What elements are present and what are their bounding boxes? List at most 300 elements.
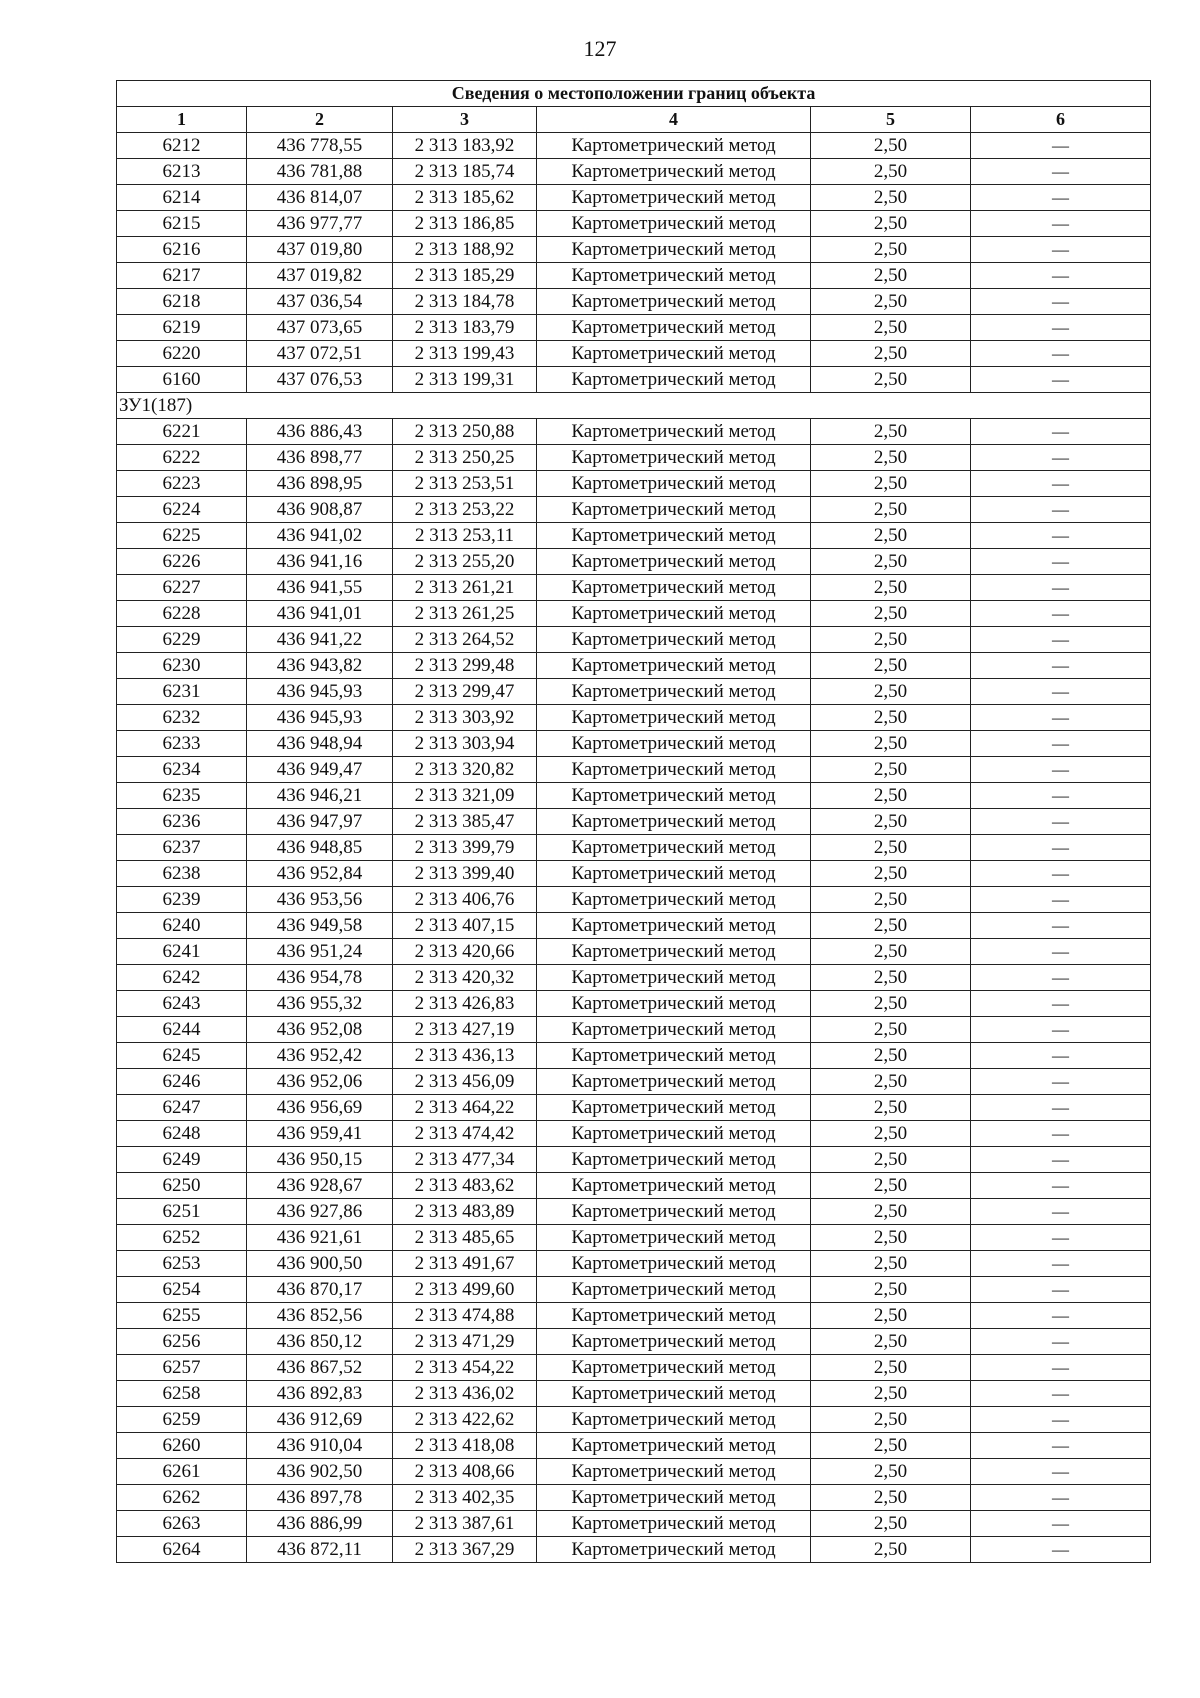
point-number-cell: 6235 (117, 783, 247, 809)
method-cell: Картометрический метод (537, 185, 811, 211)
description-cell: — (971, 1277, 1151, 1303)
table-row (117, 1511, 1151, 1537)
coordinate-x-cell: 436 950,15 (247, 1147, 393, 1173)
table-row (117, 575, 1151, 601)
coordinate-x-cell: 436 921,61 (247, 1225, 393, 1251)
column-header: 1 (117, 107, 247, 133)
coordinate-x-cell: 436 941,55 (247, 575, 393, 601)
coordinate-y-cell: 2 313 303,94 (393, 731, 537, 757)
table-title-row (117, 81, 1151, 107)
table-row (117, 237, 1151, 263)
table-row (117, 731, 1151, 757)
description-cell: — (971, 133, 1151, 159)
coordinate-x-cell: 436 870,17 (247, 1277, 393, 1303)
group-row (117, 393, 1151, 419)
point-number-cell: 6216 (117, 237, 247, 263)
accuracy-cell: 2,50 (811, 1511, 971, 1537)
accuracy-cell: 2,50 (811, 315, 971, 341)
accuracy-cell: 2,50 (811, 1329, 971, 1355)
method-cell: Картометрический метод (537, 1121, 811, 1147)
method-cell: Картометрический метод (537, 965, 811, 991)
coordinate-x-cell: 436 949,58 (247, 913, 393, 939)
description-cell: — (971, 1225, 1151, 1251)
table-row (117, 1251, 1151, 1277)
method-cell: Картометрический метод (537, 991, 811, 1017)
point-number-cell: 6214 (117, 185, 247, 211)
table-row (117, 1225, 1151, 1251)
point-number-cell: 6219 (117, 315, 247, 341)
accuracy-cell: 2,50 (811, 185, 971, 211)
coordinate-y-cell: 2 313 250,88 (393, 419, 537, 445)
table-row (117, 549, 1151, 575)
coordinate-x-cell: 436 892,83 (247, 1381, 393, 1407)
description-cell: — (971, 289, 1151, 315)
coordinate-y-cell: 2 313 250,25 (393, 445, 537, 471)
point-number-cell: 6258 (117, 1381, 247, 1407)
method-cell: Картометрический метод (537, 1303, 811, 1329)
point-number-cell: 6260 (117, 1433, 247, 1459)
table-row (117, 497, 1151, 523)
point-number-cell: 6217 (117, 263, 247, 289)
coordinate-x-cell: 436 850,12 (247, 1329, 393, 1355)
table-row (117, 679, 1151, 705)
accuracy-cell: 2,50 (811, 887, 971, 913)
coordinate-y-cell: 2 313 188,92 (393, 237, 537, 263)
point-number-cell: 6255 (117, 1303, 247, 1329)
coordinate-x-cell: 436 910,04 (247, 1433, 393, 1459)
table-row (117, 1121, 1151, 1147)
point-number-cell: 6212 (117, 133, 247, 159)
table-row (117, 783, 1151, 809)
table-row (117, 419, 1151, 445)
description-cell: — (971, 731, 1151, 757)
table-row (117, 471, 1151, 497)
description-cell: — (971, 991, 1151, 1017)
description-cell: — (971, 1407, 1151, 1433)
point-number-cell: 6227 (117, 575, 247, 601)
accuracy-cell: 2,50 (811, 1433, 971, 1459)
table-row (117, 887, 1151, 913)
method-cell: Картометрический метод (537, 471, 811, 497)
method-cell: Картометрический метод (537, 705, 811, 731)
description-cell: — (971, 835, 1151, 861)
coordinate-x-cell: 436 912,69 (247, 1407, 393, 1433)
coordinate-y-cell: 2 313 253,11 (393, 523, 537, 549)
accuracy-cell: 2,50 (811, 861, 971, 887)
method-cell: Картометрический метод (537, 939, 811, 965)
description-cell: — (971, 1173, 1151, 1199)
table-row (117, 913, 1151, 939)
coordinate-x-cell: 436 941,01 (247, 601, 393, 627)
description-cell: — (971, 965, 1151, 991)
method-cell: Картометрический метод (537, 367, 811, 393)
coordinate-y-cell: 2 313 387,61 (393, 1511, 537, 1537)
coordinate-y-cell: 2 313 499,60 (393, 1277, 537, 1303)
method-cell: Картометрический метод (537, 1407, 811, 1433)
table-title: Сведения о местоположении границ объекта (117, 81, 1151, 107)
coordinate-y-cell: 2 313 186,85 (393, 211, 537, 237)
point-number-cell: 6236 (117, 809, 247, 835)
method-cell: Картометрический метод (537, 1329, 811, 1355)
accuracy-cell: 2,50 (811, 1303, 971, 1329)
coordinate-y-cell: 2 313 183,79 (393, 315, 537, 341)
point-number-cell: 6231 (117, 679, 247, 705)
column-header-row (117, 107, 1151, 133)
accuracy-cell: 2,50 (811, 1095, 971, 1121)
accuracy-cell: 2,50 (811, 1381, 971, 1407)
coordinate-x-cell: 436 897,78 (247, 1485, 393, 1511)
description-cell: — (971, 783, 1151, 809)
point-number-cell: 6213 (117, 159, 247, 185)
accuracy-cell: 2,50 (811, 965, 971, 991)
point-number-cell: 6261 (117, 1459, 247, 1485)
coordinate-x-cell: 436 941,16 (247, 549, 393, 575)
accuracy-cell: 2,50 (811, 1537, 971, 1563)
method-cell: Картометрический метод (537, 679, 811, 705)
table-row (117, 289, 1151, 315)
table-row (117, 991, 1151, 1017)
description-cell: — (971, 1043, 1151, 1069)
coordinate-y-cell: 2 313 264,52 (393, 627, 537, 653)
point-number-cell: 6250 (117, 1173, 247, 1199)
table-row (117, 315, 1151, 341)
table-row (117, 1069, 1151, 1095)
description-cell: — (971, 575, 1151, 601)
coordinate-y-cell: 2 313 399,40 (393, 861, 537, 887)
description-cell: — (971, 523, 1151, 549)
coordinate-x-cell: 436 927,86 (247, 1199, 393, 1225)
method-cell: Картометрический метод (537, 1199, 811, 1225)
table-row (117, 1303, 1151, 1329)
coordinate-y-cell: 2 313 420,32 (393, 965, 537, 991)
method-cell: Картометрический метод (537, 1017, 811, 1043)
coordinate-y-cell: 2 313 385,47 (393, 809, 537, 835)
point-number-cell: 6259 (117, 1407, 247, 1433)
coordinate-y-cell: 2 313 303,92 (393, 705, 537, 731)
method-cell: Картометрический метод (537, 237, 811, 263)
table-row (117, 159, 1151, 185)
method-cell: Картометрический метод (537, 341, 811, 367)
point-number-cell: 6251 (117, 1199, 247, 1225)
point-number-cell: 6222 (117, 445, 247, 471)
accuracy-cell: 2,50 (811, 523, 971, 549)
method-cell: Картометрический метод (537, 1537, 811, 1563)
accuracy-cell: 2,50 (811, 419, 971, 445)
description-cell: — (971, 419, 1151, 445)
coordinate-y-cell: 2 313 408,66 (393, 1459, 537, 1485)
column-header: 6 (971, 107, 1151, 133)
accuracy-cell: 2,50 (811, 939, 971, 965)
table-row (117, 523, 1151, 549)
coordinate-y-cell: 2 313 367,29 (393, 1537, 537, 1563)
coordinate-x-cell: 436 852,56 (247, 1303, 393, 1329)
method-cell: Картометрический метод (537, 1095, 811, 1121)
description-cell: — (971, 653, 1151, 679)
coordinate-y-cell: 2 313 483,62 (393, 1173, 537, 1199)
coordinate-y-cell: 2 313 477,34 (393, 1147, 537, 1173)
table-row (117, 1199, 1151, 1225)
coordinate-x-cell: 436 951,24 (247, 939, 393, 965)
coordinate-y-cell: 2 313 199,43 (393, 341, 537, 367)
column-header: 3 (393, 107, 537, 133)
table-row (117, 1017, 1151, 1043)
point-number-cell: 6249 (117, 1147, 247, 1173)
method-cell: Картометрический метод (537, 263, 811, 289)
method-cell: Картометрический метод (537, 1173, 811, 1199)
coordinate-y-cell: 2 313 427,19 (393, 1017, 537, 1043)
coordinate-x-cell: 436 781,88 (247, 159, 393, 185)
point-number-cell: 6215 (117, 211, 247, 237)
coordinate-y-cell: 2 313 436,02 (393, 1381, 537, 1407)
accuracy-cell: 2,50 (811, 289, 971, 315)
accuracy-cell: 2,50 (811, 211, 971, 237)
coordinate-x-cell: 437 019,80 (247, 237, 393, 263)
coordinate-y-cell: 2 313 474,42 (393, 1121, 537, 1147)
coordinate-y-cell: 2 313 185,29 (393, 263, 537, 289)
table-row (117, 939, 1151, 965)
coordinate-x-cell: 436 946,21 (247, 783, 393, 809)
description-cell: — (971, 1433, 1151, 1459)
table-row (117, 1147, 1151, 1173)
table-row (117, 705, 1151, 731)
method-cell: Картометрический метод (537, 133, 811, 159)
table-row (117, 809, 1151, 835)
accuracy-cell: 2,50 (811, 549, 971, 575)
table-row (117, 653, 1151, 679)
point-number-cell: 6228 (117, 601, 247, 627)
table-row (117, 1407, 1151, 1433)
description-cell: — (971, 185, 1151, 211)
point-number-cell: 6230 (117, 653, 247, 679)
coordinate-x-cell: 436 948,94 (247, 731, 393, 757)
accuracy-cell: 2,50 (811, 237, 971, 263)
description-cell: — (971, 757, 1151, 783)
accuracy-cell: 2,50 (811, 367, 971, 393)
point-number-cell: 6237 (117, 835, 247, 861)
coordinate-y-cell: 2 313 253,22 (393, 497, 537, 523)
method-cell: Картометрический метод (537, 575, 811, 601)
description-cell: — (971, 1355, 1151, 1381)
coordinate-x-cell: 436 945,93 (247, 705, 393, 731)
accuracy-cell: 2,50 (811, 783, 971, 809)
table-row (117, 1433, 1151, 1459)
table-row (117, 211, 1151, 237)
point-number-cell: 6256 (117, 1329, 247, 1355)
table-row (117, 367, 1151, 393)
accuracy-cell: 2,50 (811, 1017, 971, 1043)
table-row (117, 185, 1151, 211)
coordinate-y-cell: 2 313 399,79 (393, 835, 537, 861)
coordinate-x-cell: 436 886,99 (247, 1511, 393, 1537)
coordinate-x-cell: 437 072,51 (247, 341, 393, 367)
method-cell: Картометрический метод (537, 1485, 811, 1511)
method-cell: Картометрический метод (537, 1043, 811, 1069)
description-cell: — (971, 887, 1151, 913)
accuracy-cell: 2,50 (811, 575, 971, 601)
coordinate-x-cell: 436 952,08 (247, 1017, 393, 1043)
accuracy-cell: 2,50 (811, 1251, 971, 1277)
table-row (117, 341, 1151, 367)
accuracy-cell: 2,50 (811, 913, 971, 939)
table-row (117, 1355, 1151, 1381)
point-number-cell: 6233 (117, 731, 247, 757)
description-cell: — (971, 549, 1151, 575)
accuracy-cell: 2,50 (811, 133, 971, 159)
coordinate-y-cell: 2 313 402,35 (393, 1485, 537, 1511)
description-cell: — (971, 679, 1151, 705)
accuracy-cell: 2,50 (811, 1355, 971, 1381)
method-cell: Картометрический метод (537, 1511, 811, 1537)
table-row (117, 1537, 1151, 1563)
description-cell: — (971, 263, 1151, 289)
accuracy-cell: 2,50 (811, 471, 971, 497)
point-number-cell: 6263 (117, 1511, 247, 1537)
description-cell: — (971, 601, 1151, 627)
point-number-cell: 6220 (117, 341, 247, 367)
coordinate-x-cell: 436 941,22 (247, 627, 393, 653)
accuracy-cell: 2,50 (811, 341, 971, 367)
coordinate-y-cell: 2 313 321,09 (393, 783, 537, 809)
table-row (117, 861, 1151, 887)
table-row (117, 965, 1151, 991)
coordinate-x-cell: 436 778,55 (247, 133, 393, 159)
point-number-cell: 6246 (117, 1069, 247, 1095)
column-header: 5 (811, 107, 971, 133)
coordinate-x-cell: 436 928,67 (247, 1173, 393, 1199)
coordinate-x-cell: 436 952,84 (247, 861, 393, 887)
accuracy-cell: 2,50 (811, 731, 971, 757)
coordinate-x-cell: 437 076,53 (247, 367, 393, 393)
description-cell: — (971, 159, 1151, 185)
coordinate-x-cell: 436 959,41 (247, 1121, 393, 1147)
coordinate-y-cell: 2 313 422,62 (393, 1407, 537, 1433)
description-cell: — (971, 1459, 1151, 1485)
method-cell: Картометрический метод (537, 289, 811, 315)
coordinate-y-cell: 2 313 255,20 (393, 549, 537, 575)
coordinate-y-cell: 2 313 406,76 (393, 887, 537, 913)
accuracy-cell: 2,50 (811, 653, 971, 679)
point-number-cell: 6225 (117, 523, 247, 549)
description-cell: — (971, 1121, 1151, 1147)
table-row (117, 1043, 1151, 1069)
description-cell: — (971, 705, 1151, 731)
description-cell: — (971, 1199, 1151, 1225)
description-cell: — (971, 809, 1151, 835)
table-row (117, 133, 1151, 159)
method-cell: Картометрический метод (537, 1251, 811, 1277)
column-header: 4 (537, 107, 811, 133)
description-cell: — (971, 1329, 1151, 1355)
method-cell: Картометрический метод (537, 1459, 811, 1485)
table-row (117, 1173, 1151, 1199)
accuracy-cell: 2,50 (811, 1173, 971, 1199)
accuracy-cell: 2,50 (811, 601, 971, 627)
coordinate-x-cell: 436 943,82 (247, 653, 393, 679)
coordinate-y-cell: 2 313 426,83 (393, 991, 537, 1017)
coordinate-x-cell: 436 956,69 (247, 1095, 393, 1121)
accuracy-cell: 2,50 (811, 1407, 971, 1433)
method-cell: Картометрический метод (537, 159, 811, 185)
point-number-cell: 6160 (117, 367, 247, 393)
point-number-cell: 6252 (117, 1225, 247, 1251)
table-row (117, 1329, 1151, 1355)
coordinate-y-cell: 2 313 471,29 (393, 1329, 537, 1355)
point-number-cell: 6254 (117, 1277, 247, 1303)
coordinate-x-cell: 436 954,78 (247, 965, 393, 991)
coordinate-y-cell: 2 313 261,21 (393, 575, 537, 601)
coordinate-x-cell: 436 977,77 (247, 211, 393, 237)
method-cell: Картометрический метод (537, 419, 811, 445)
table-body (117, 133, 1151, 1563)
method-cell: Картометрический метод (537, 445, 811, 471)
table-row (117, 263, 1151, 289)
accuracy-cell: 2,50 (811, 1069, 971, 1095)
description-cell: — (971, 471, 1151, 497)
page-number: 127 (583, 36, 617, 61)
table-row (117, 1381, 1151, 1407)
method-cell: Картометрический метод (537, 627, 811, 653)
point-number-cell: 6245 (117, 1043, 247, 1069)
coordinate-y-cell: 2 313 456,09 (393, 1069, 537, 1095)
method-cell: Картометрический метод (537, 211, 811, 237)
method-cell: Картометрический метод (537, 1277, 811, 1303)
column-header: 2 (247, 107, 393, 133)
description-cell: — (971, 1069, 1151, 1095)
accuracy-cell: 2,50 (811, 1485, 971, 1511)
table-row (117, 1277, 1151, 1303)
accuracy-cell: 2,50 (811, 1225, 971, 1251)
description-cell: — (971, 861, 1151, 887)
coordinate-x-cell: 436 948,85 (247, 835, 393, 861)
method-cell: Картометрический метод (537, 315, 811, 341)
point-number-cell: 6218 (117, 289, 247, 315)
description-cell: — (971, 627, 1151, 653)
point-number-cell: 6226 (117, 549, 247, 575)
table-row (117, 835, 1151, 861)
coordinate-y-cell: 2 313 261,25 (393, 601, 537, 627)
table-row (117, 1485, 1151, 1511)
point-number-cell: 6229 (117, 627, 247, 653)
accuracy-cell: 2,50 (811, 1199, 971, 1225)
table-row (117, 627, 1151, 653)
description-cell: — (971, 1095, 1151, 1121)
accuracy-cell: 2,50 (811, 991, 971, 1017)
boundary-coordinates-table (116, 80, 1151, 1563)
description-cell: — (971, 1303, 1151, 1329)
coordinate-y-cell: 2 313 184,78 (393, 289, 537, 315)
method-cell: Картометрический метод (537, 653, 811, 679)
coordinate-x-cell: 436 867,52 (247, 1355, 393, 1381)
coordinate-y-cell: 2 313 407,15 (393, 913, 537, 939)
method-cell: Картометрический метод (537, 783, 811, 809)
description-cell: — (971, 211, 1151, 237)
coordinate-x-cell: 436 952,06 (247, 1069, 393, 1095)
accuracy-cell: 2,50 (811, 835, 971, 861)
description-cell: — (971, 913, 1151, 939)
accuracy-cell: 2,50 (811, 757, 971, 783)
coordinate-x-cell: 436 898,95 (247, 471, 393, 497)
point-number-cell: 6223 (117, 471, 247, 497)
point-number-cell: 6247 (117, 1095, 247, 1121)
table-row (117, 601, 1151, 627)
point-number-cell: 6238 (117, 861, 247, 887)
coordinate-x-cell: 436 955,32 (247, 991, 393, 1017)
accuracy-cell: 2,50 (811, 627, 971, 653)
method-cell: Картометрический метод (537, 913, 811, 939)
method-cell: Картометрический метод (537, 549, 811, 575)
method-cell: Картометрический метод (537, 1147, 811, 1173)
point-number-cell: 6221 (117, 419, 247, 445)
